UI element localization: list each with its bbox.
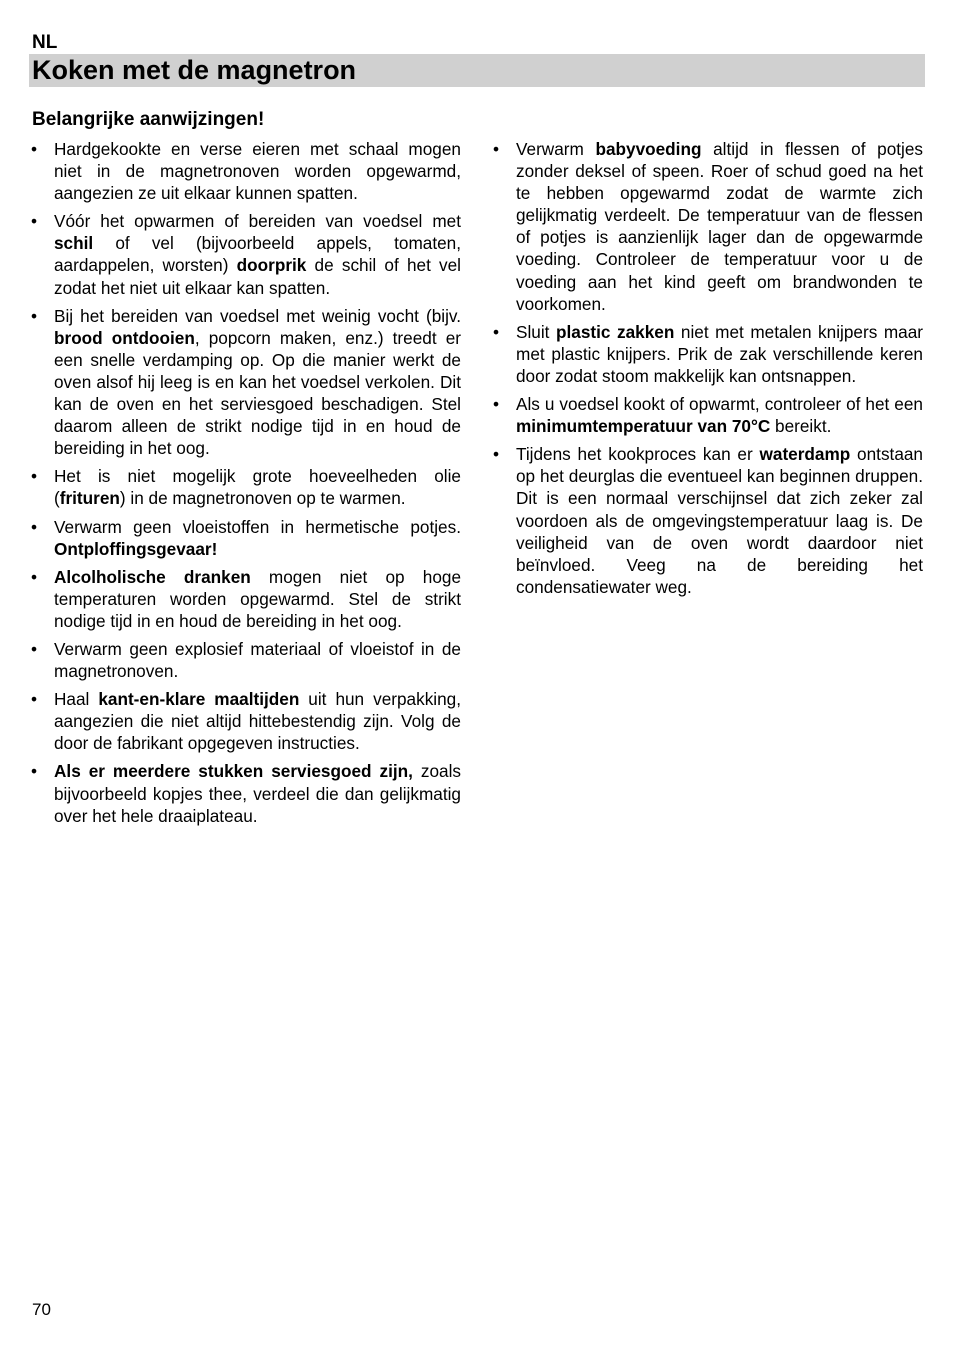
list-item <box>54 305 461 460</box>
item-text: Haal <box>54 689 99 710</box>
item-text: zoals bijvoorbeeld kopjes thee, verdeel die dan gelijkmatig over het hele draaiplateau. <box>54 761 461 826</box>
list-item <box>54 638 461 682</box>
list-item <box>54 465 461 509</box>
list-item <box>516 138 923 315</box>
item-text: Als u voedsel kookt of opwarmt, controleer of het een <box>516 394 923 415</box>
item-text: Verwarm geen vloeistoffen in hermetische potjes. <box>54 516 461 537</box>
list-item <box>54 138 461 204</box>
item-text: mogen niet op hoge temperaturen worden opgewarmd. Stel de strikt nodige tijd in en houd de bereiding in het oog. <box>54 566 461 631</box>
list-item <box>516 393 923 437</box>
list-item <box>54 516 461 560</box>
item-text: Vóór het opwarmen of bereiden van voedsel met <box>54 211 461 232</box>
emphasized-text: Ontploffingsgevaar! <box>54 538 218 559</box>
emphasized-text: kant-en-klare maaltijden <box>98 689 300 710</box>
page-number: 70 <box>32 1300 51 1319</box>
item-text: Bij het bereiden van voedsel met weinig vocht (bijv. <box>54 305 461 326</box>
emphasized-text: Als er meerdere stukken serviesgoed zijn, <box>54 761 413 782</box>
emphasized-text: Alcolholische dranken <box>54 566 251 587</box>
item-text: Tijdens het kookproces kan er <box>516 444 760 465</box>
left-column-list <box>54 138 461 833</box>
title-bar <box>29 54 925 87</box>
emphasized-text: plastic zakken <box>556 321 675 342</box>
item-text: Verwarm <box>516 139 596 159</box>
page-title: Koken met de magnetron <box>32 55 357 85</box>
item-text: Sluit <box>516 321 556 342</box>
right-column-list <box>516 138 923 604</box>
list-item <box>516 321 923 387</box>
list-item <box>54 566 461 632</box>
emphasized-text: waterdamp <box>759 444 851 465</box>
item-text: Verwarm geen explosief materiaal of vloeistof in de magnetronoven. <box>54 638 461 682</box>
list-item <box>54 688 461 754</box>
emphasized-text: schil <box>54 233 94 254</box>
item-text: of vel (bijvoorbeeld appels, tomaten, aardappelen, worsten) <box>54 233 461 276</box>
list-item <box>54 210 461 298</box>
emphasized-text: babyvoeding <box>595 139 702 159</box>
item-text: uit hun verpakking, aangezien die niet altijd hittebestendig zijn. Volg de door de fabrikant opgegeven instructies. <box>54 689 461 754</box>
emphasized-text: brood ontdooien <box>54 327 195 348</box>
item-text: de schil of het vel zodat het niet uit elkaar kan spatten. <box>54 255 461 298</box>
item-text: , popcorn maken, enz.) treedt er een snelle verdamping op. Op die manier werkt de oven alsof hij leeg is en kan het voedsel verkolen. Dit kan de oven en het serviesgoed beschadigen. Stel daarom alleen de strikt nodige tijd in en houd de bereiding in het oog. <box>54 327 461 459</box>
item-text: niet met metalen knijpers maar met plastic knijpers. Prik de zak verschillende keren door zodat stoom makkelijk kan ontsnappen. <box>516 321 923 386</box>
emphasized-text: doorprik <box>236 255 307 276</box>
emphasized-text: minimumtemperatuur van 70°C <box>516 416 771 437</box>
item-text: Hardgekookte en verse eieren met schaal mogen niet in de magnetronoven worden opgewarmd, aangezien ze uit elkaar kunnen spatten. <box>54 139 461 204</box>
item-text: Het is niet mogelijk grote hoeveelheden olie ( <box>54 466 461 509</box>
language-code: NL <box>32 32 58 53</box>
item-text: altijd in flessen of potjes zonder deksel of speen. Roer of schud goed na het te hebben opgewarmd zodat de warmte zich gelijkmatig verdeelt. De temperatuur van de flessen of potjes is aanzienlijk lager dan de opgewarmde voeding. Controleer de temperatuur voor u de voeding aan het kind geeft om brandwonden te voorkomen. <box>516 139 923 314</box>
section-heading: Belangrijke aanwijzingen! <box>32 109 265 130</box>
item-text: bereikt. <box>770 416 832 437</box>
list-item <box>54 760 461 826</box>
item-text: ) in de magnetronoven op te warmen. <box>119 488 406 509</box>
list-item <box>516 443 923 598</box>
item-text: ontstaan op het deurglas die eventueel kan beginnen druppen. Dit is een normaal verschijnsel dat zich zeker zal voordoen als de omgevingstemperatuur laag is. De veiligheid van de oven wordt daardoor niet beïnvloed. Veeg na de bereiding het condensatiewater weg. <box>516 444 923 597</box>
emphasized-text: frituren <box>59 488 120 509</box>
